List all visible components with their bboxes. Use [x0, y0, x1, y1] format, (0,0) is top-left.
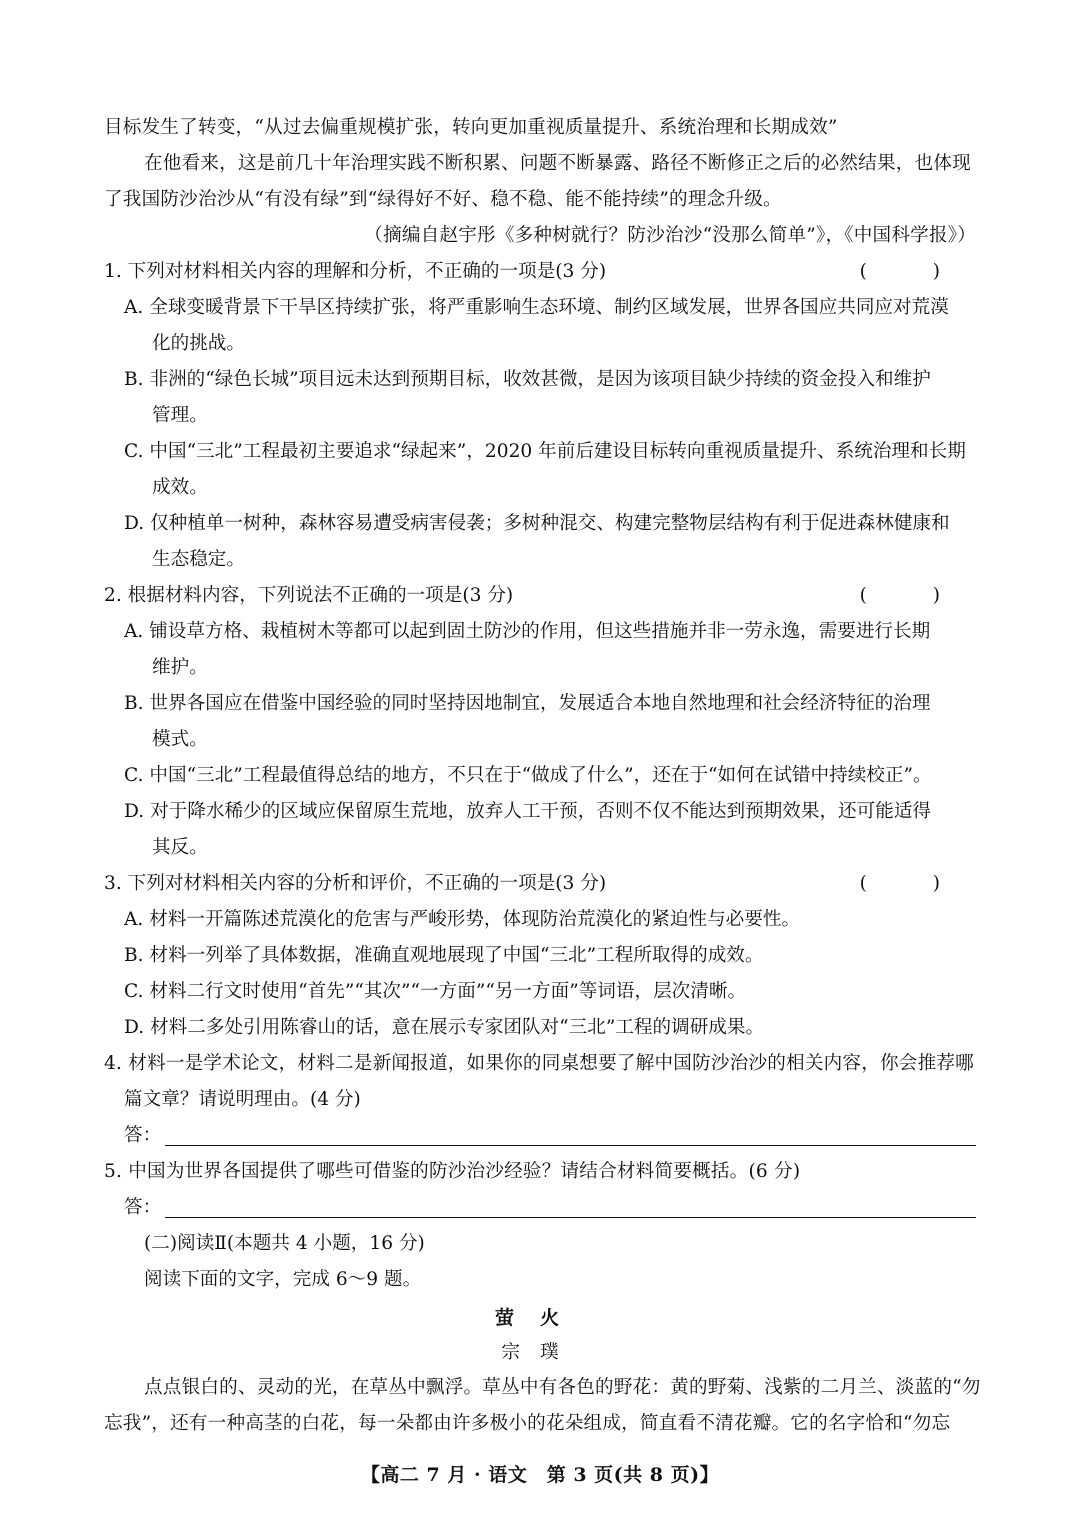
q1-option-b-line-1: B. 非洲的“绿色长城”项目远未达到预期目标，收效甚微，是因为该项目缺少持续的资金投入和维护: [124, 369, 931, 390]
q3-option-c-line-1: C. 材料二行文时使用“首先”“其次”“一方面”“另一方面”等词语，层次清晰。: [124, 981, 747, 1002]
passage-title: 萤火: [494, 1307, 585, 1329]
question-5-answer-label: 答：: [124, 1197, 162, 1218]
intro-line-2: 在他看来，这是前几十年治理实践不断积累、问题不断暴露、路径不断修正之后的必然结果，也体现: [144, 153, 971, 174]
section-2-instruction: 阅读下面的文字，完成 6～9 题。: [144, 1269, 422, 1290]
source-citation: （摘编自赵宇彤《多种树就行？防沙治沙“没那么简单”》，《中国科学报》）: [364, 225, 976, 246]
question-4-line-1: 4. 材料一是学术论文，材料二是新闻报道，如果你的同桌想要了解中国防沙治沙的相关内容，你会推荐哪: [104, 1053, 974, 1074]
question-1: [104, 254, 976, 290]
q2-option-c-line-1: C. 中国“三北”工程最值得总结的地方，不只在于“做成了什么”，还在于“如何在试错中持续校正”。: [124, 765, 932, 786]
q2-option-b-line-1: B. 世界各国应在借鉴中国经验的同时坚持因地制宜，发展适合本地自然地理和社会经济特征的治理: [124, 693, 931, 714]
intro-line-1: 目标发生了转变，“从过去偏重规模扩张，转向更加重视质量提升、系统治理和长期成效”: [104, 117, 838, 138]
page-footer: 【高二 7 月 · 语文 第 3 页(共 8 页)】: [360, 1464, 720, 1486]
question-3-stem: 3. 下列对材料相关内容的分析和评价，不正确的一项是(3 分): [104, 873, 607, 894]
q2-option-b-line-2: 模式。: [152, 729, 208, 750]
question-5-answer-row: [104, 1190, 976, 1226]
question-2-answer-paren[interactable]: ( ): [859, 585, 970, 606]
section-2-heading: (二)阅读Ⅱ(本题共 4 小题，16 分): [144, 1233, 425, 1254]
q2-option-a-line-1: A. 铺设草方格、栽植树木等都可以起到固土防沙的作用，但这些措施并非一劳永逸，需要进行长期: [124, 621, 931, 642]
question-5-answer-line[interactable]: [165, 1195, 976, 1218]
question-4-line-2: 篇文章？请说明理由。(4 分): [124, 1089, 361, 1110]
q1-option-c-line-1: C. 中国“三北”工程最初主要追求“绿起来”，2020 年前后建设目标转向重视质量提升、系统治理和长期: [124, 441, 966, 462]
q1-option-a-line-1: A. 全球变暖背景下干旱区持续扩张，将严重影响生态环境、制约区域发展，世界各国应共同应对荒漠: [124, 297, 949, 318]
q3-option-a-line-1: A. 材料一开篇陈述荒漠化的危害与严峻形势，体现防治荒漠化的紧迫性与必要性。: [124, 909, 801, 930]
q2-option-d-line-1: D. 对于降水稀少的区域应保留原生荒地，放弃人工干预，否则不仅不能达到预期效果，还可能适得: [124, 801, 932, 822]
intro-line-3: 了我国防沙治沙从“有没有绿”到“绿得好不好、稳不稳、能不能持续”的理念升级。: [104, 189, 782, 210]
q1-option-d-line-2: 生态稳定。: [152, 549, 245, 570]
q3-option-d-line-1: D. 材料二多处引用陈睿山的话，意在展示专家团队对“三北”工程的调研成果。: [124, 1017, 765, 1038]
passage-line-1: 点点银白的、灵动的光，在草丛中飘浮。草丛中有各色的野花：黄的野菊、浅紫的二月兰、淡蓝的“勿: [144, 1377, 981, 1398]
question-2-stem: 2. 根据材料内容，下列说法不正确的一项是(3 分): [104, 585, 514, 606]
q1-option-a-line-2: 化的挑战。: [152, 333, 245, 354]
question-4-answer-label: 答：: [124, 1125, 162, 1146]
q1-option-c-line-2: 成效。: [152, 477, 208, 498]
question-2: [104, 578, 976, 614]
q1-option-b-line-2: 管理。: [152, 405, 208, 426]
question-3-answer-paren[interactable]: ( ): [859, 873, 970, 894]
passage-author: 宗璞: [501, 1342, 579, 1363]
q2-option-a-line-2: 维护。: [152, 657, 208, 678]
q3-option-b-line-1: B. 材料一列举了具体数据，准确直观地展现了中国“三北”工程所取得的成效。: [124, 945, 764, 966]
question-4-answer-line[interactable]: [165, 1123, 976, 1146]
question-4-answer-row: [104, 1118, 976, 1154]
question-1-stem: 1. 下列对材料相关内容的理解和分析，不正确的一项是(3 分): [104, 261, 607, 282]
question-3: [104, 866, 976, 902]
passage-line-2: 忘我”，还有一种高茎的白花，每一朵都由许多极小的花朵组成，简直看不清花瓣。它的名字恰和“勿忘: [104, 1413, 951, 1434]
question-5-line-1: 5. 中国为世界各国提供了哪些可借鉴的防沙治沙经验？请结合材料简要概括。(6 分): [104, 1161, 801, 1182]
question-1-answer-paren[interactable]: ( ): [859, 261, 970, 282]
q1-option-d-line-1: D. 仅种植单一树种，森林容易遭受病害侵袭；多树种混交、构建完整物层结构有利于促进森林健康和: [124, 513, 950, 534]
q2-option-d-line-2: 其反。: [152, 837, 208, 858]
